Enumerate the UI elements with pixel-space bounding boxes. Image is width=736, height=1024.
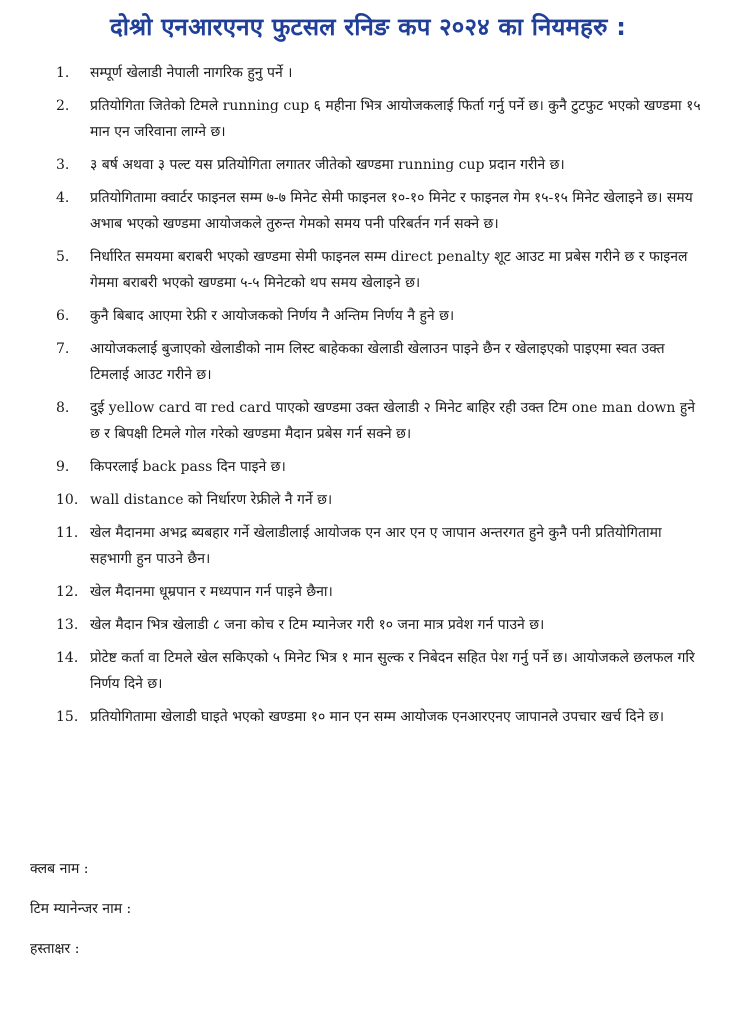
rule-text: निर्धारित समयमा बराबरी भएको खण्डमा सेमी फाइनल सम्म direct penalty शूट आउट मा प्रबेस गरीने छ र फाइनल गेममा बराबरी भएको खण्डमा ५-५ मिनेटको थप समय खेलाइने छ। — [90, 249, 688, 291]
rule-item — [56, 520, 702, 572]
rule-number: 4. — [56, 190, 70, 206]
rule-number: 8. — [56, 400, 70, 416]
rule-number: 12. — [56, 584, 79, 600]
rule-item — [56, 60, 702, 86]
rule-text: दुई yellow card वा red card पाएको खण्डमा उक्त खेलाडी २ मिनेट बाहिर रही उक्त टिम one man down हुने छ र बिपक्षी टिमले गोल गरेको खण्डमा मैदान प्रबेस गर्न सक्ने छ। — [90, 400, 696, 442]
rule-text: प्रोटेष्ट कर्ता वा टिमले खेल सकिएको ५ मिनेट भित्र १ मान सुल्क र निबेदन सहित पेश गर्नु पर्ने छ। आयोजकले छलफल गरि निर्णय दिने छ। — [90, 650, 695, 692]
rule-number: 6. — [56, 308, 70, 324]
rule-item — [56, 579, 702, 605]
rule-item — [56, 704, 702, 730]
rule-number: 1. — [56, 65, 70, 81]
rule-item — [56, 612, 702, 638]
rule-text: खेल मैदान भित्र खेलाडी ८ जना कोच र टिम म्यानेजर गरी १० जना मात्र प्रवेश गर्न पाउने छ। — [90, 617, 545, 633]
rule-text: सम्पूर्ण खेलाडी नेपाली नागरिक हुनु पर्ने । — [90, 65, 293, 81]
rule-item — [56, 244, 702, 296]
rule-item — [56, 303, 702, 329]
rule-number: 11. — [56, 525, 79, 541]
rule-item — [56, 152, 702, 178]
rule-item — [56, 93, 702, 145]
rule-item — [56, 336, 702, 388]
rule-text: खेल मैदानमा धूम्रपान र मध्यपान गर्न पाइने छैना। — [90, 584, 333, 600]
rule-number: 9. — [56, 459, 70, 475]
team-manager-name-field-label: टिम म्यानेन्जर नाम : — [30, 901, 132, 917]
rule-text: आयोजकलाई बुजाएको खेलाडीको नाम लिस्ट बाहेकका खेलाडी खेलाउन पाइने छैन र खेलाइएको पाइएमा स्वत उक्त टिमलाई आउट गरीने छ। — [90, 341, 665, 383]
page-title: दोश्रो एनआरएनए फुटसल रनिङ कप २०२४ का नियमहरु : — [109, 13, 627, 41]
rule-item — [56, 185, 702, 237]
rule-text: कुनै बिबाद आएमा रेफ्री र आयोजकको निर्णय नै अन्तिम निर्णय नै हुने छ। — [90, 308, 455, 324]
rule-text: प्रतियोगितामा खेलाडी घाइते भएको खण्डमा १० मान एन सम्म आयोजक एनआरएनए जापानले उपचार खर्च दिने छ। — [90, 709, 665, 725]
rule-number: 10. — [56, 492, 79, 508]
rule-number: 2. — [56, 98, 70, 114]
rule-text: wall distance को निर्धारण रेफ्रीले नै गर्ने छ। — [90, 492, 333, 508]
rule-text: किपरलाई back pass दिन पाइने छ। — [90, 459, 286, 475]
rule-text: खेल मैदानमा अभद्र ब्यबहार गर्ने खेलाडीलाई आयोजक एन आर एन ए जापान अन्तरगत हुने कुनै पनी प्रतियोगितामा सहभागी हुन पाउने छैन। — [90, 525, 662, 567]
signature-section — [30, 856, 630, 976]
rule-number: 14. — [56, 650, 79, 666]
rule-number: 7. — [56, 341, 70, 357]
rules-list — [56, 60, 702, 737]
rule-item — [56, 487, 702, 513]
rule-item — [56, 395, 702, 447]
rule-item — [56, 645, 702, 697]
rule-number: 13. — [56, 617, 79, 633]
rule-text: ३ बर्ष अथवा ३ पल्ट यस प्रतियोगिता लगातर जीतेको खण्डमा running cup प्रदान गरीने छ। — [90, 157, 565, 173]
rule-text: प्रतियोगितामा क्वार्टर फाइनल सम्म ७-७ मिनेट सेमी फाइनल १०-१० मिनेट र फाइनल गेम १५-१५ मिनेट खेलाइने छ। समय अभाब भएको खण्डमा आयोजकले तुरुन्त गेमको समय पनी परिबर्तन गर्न सक्ने छ। — [90, 190, 693, 232]
rule-item — [56, 454, 702, 480]
rule-number: 3. — [56, 157, 70, 173]
rule-number: 15. — [56, 709, 79, 725]
signature-field-label: हस्ताक्षर : — [30, 941, 80, 957]
rule-text: प्रतियोगिता जितेको टिमले running cup ६ महीना भित्र आयोजकलाई फिर्ता गर्नु पर्ने छ। कुनै टुटफुट भएको खण्डमा १५ मान एन जरिवाना लाग्ने छ। — [90, 98, 701, 140]
club-name-field-label: क्लब नाम : — [30, 861, 89, 877]
rule-number: 5. — [56, 249, 70, 265]
